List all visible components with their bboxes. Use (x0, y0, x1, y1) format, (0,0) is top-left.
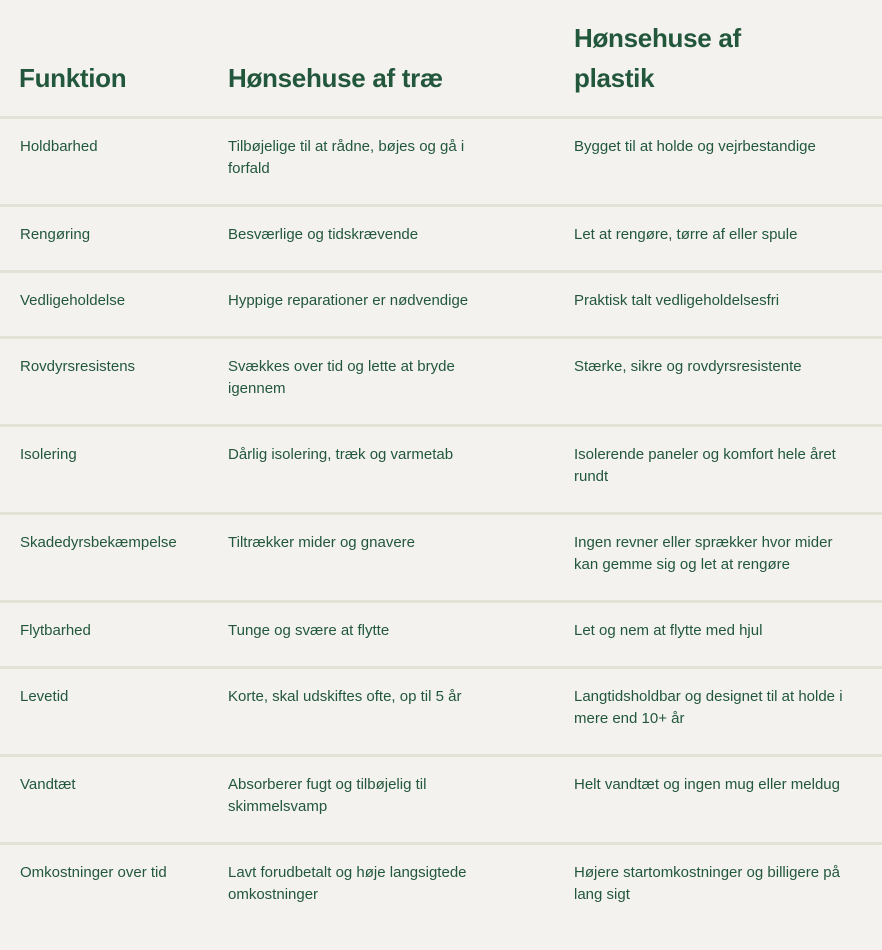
header-feature: Funktion (0, 0, 228, 117)
plastic-cell: Helt vandtæt og ingen mug eller meldug (574, 755, 882, 843)
plastic-cell: Let at rengøre, tørre af eller spule (574, 205, 882, 271)
wood-cell: Lavt forudbetalt og høje langsigtede omkostninger (228, 863, 467, 903)
feature-cell: Holdbarhed (0, 117, 228, 205)
table-row (0, 513, 882, 601)
wood-cell: Absorberer fugt og tilbøjelig til skimmelsvamp (228, 755, 574, 843)
plastic-cell: Stærke, sikre og rovdyrsresistente (574, 337, 882, 425)
table-row (0, 337, 882, 425)
wood-cell: Svækkes over tid og lette at bryde igennem (228, 337, 574, 425)
plastic-cell: Praktisk talt vedligeholdelsesfri (574, 271, 882, 337)
table-row (0, 425, 882, 513)
wood-cell: Tunge og svære at flytte (228, 601, 574, 667)
feature-cell: Isolering (0, 425, 228, 513)
wood-cell: Dårlig isolering, træk og varmetab (228, 425, 574, 513)
wood-cell: Hyppige reparationer er nødvendige (228, 271, 574, 337)
header-row (0, 0, 882, 117)
table-row (0, 117, 882, 205)
feature-cell: Vandtæt (0, 755, 228, 843)
feature-cell: Vedligeholdelse (0, 271, 228, 337)
table-row (0, 205, 882, 271)
plastic-cell: Bygget til at holde og vejrbestandige (574, 117, 882, 205)
feature-cell: Levetid (0, 667, 228, 755)
table-row (0, 601, 882, 667)
plastic-cell: Langtidsholdbar og designet til at holde i mere end 10+ år (574, 667, 882, 755)
table-row (0, 667, 882, 755)
feature-cell: Rengøring (0, 205, 228, 271)
feature-cell: Omkostninger over tid (20, 863, 167, 881)
header-plastic: Hønsehuse af plastik (574, 0, 882, 117)
feature-cell: Rovdyrsresistens (0, 337, 228, 425)
wood-cell: Korte, skal udskiftes ofte, op til 5 år (228, 667, 574, 755)
wood-cell: Tilbøjelige til at rådne, bøjes og gå i forfald (228, 117, 574, 205)
wood-cell: Tiltrækker mider og gnavere (228, 513, 574, 601)
wood-cell: Besværlige og tidskrævende (228, 205, 574, 271)
feature-cell: Flytbarhed (0, 601, 228, 667)
table-row (0, 755, 882, 843)
table-row (0, 271, 882, 337)
plastic-cell: Ingen revner eller sprækker hvor mider kan gemme sig og let at rengøre (574, 513, 882, 601)
plastic-cell: Isolerende paneler og komfort hele året rundt (574, 425, 882, 513)
feature-cell: Skadedyrsbekæmpelse (0, 513, 228, 601)
plastic-cell: Let og nem at flytte med hjul (574, 601, 882, 667)
header-wood: Hønsehuse af træ (228, 0, 574, 117)
table-row (0, 843, 882, 930)
plastic-cell: Højere startomkostninger og billigere på lang sigt (574, 863, 840, 903)
